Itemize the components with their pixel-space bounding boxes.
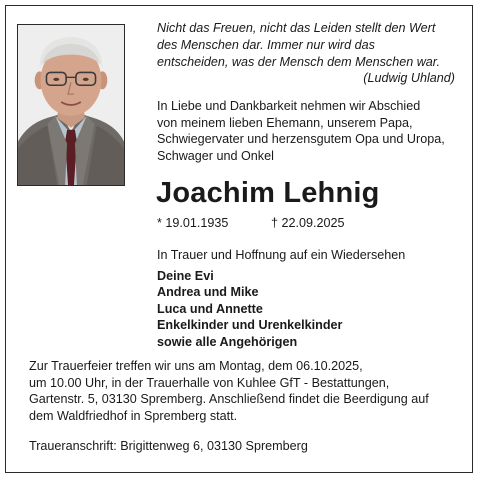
bereaved-family-list xyxy=(157,268,342,350)
family-member: Enkelkinder und Urenkelkinder xyxy=(157,318,343,333)
memorial-quote xyxy=(157,20,457,87)
farewell-text xyxy=(157,98,462,164)
quote-line: des Menschen dar. Immer nur wird das xyxy=(157,37,375,52)
farewell-line: In Liebe und Dankbarkeit nehmen wir Abschied xyxy=(157,99,421,113)
portrait-photo xyxy=(17,24,125,186)
quote-line: entscheiden, was der Mensch dem Menschen war. xyxy=(157,54,441,69)
quote-line: Nicht das Freuen, nicht das Leiden stellt den Wert xyxy=(157,21,436,35)
mourning-line: In Trauer und Hoffnung auf ein Wiedersehen xyxy=(157,248,406,262)
death-date: † 22.09.2025 xyxy=(271,216,345,230)
funeral-details xyxy=(29,358,469,424)
funeral-line: dem Waldfriedhof in Spremberg statt. xyxy=(29,408,238,423)
farewell-line: Schwager und Onkel xyxy=(157,148,274,163)
funeral-line: um 10.00 Uhr, in der Trauerhalle von Kuhlee GfT - Bestattungen, xyxy=(29,375,390,390)
family-member: Deine Evi xyxy=(157,269,214,283)
funeral-line: Zur Trauerfeier treffen wir uns am Montag, dem 06.10.2025, xyxy=(29,359,363,373)
mourning-address: Traueranschrift: Brigittenweg 6, 03130 Spremberg xyxy=(29,439,308,453)
family-member: Luca und Annette xyxy=(157,301,263,316)
birth-date: * 19.01.1935 xyxy=(157,216,229,230)
quote-author: (Ludwig Uhland) xyxy=(363,71,455,86)
deceased-name: Joachim Lehnig xyxy=(156,177,380,209)
funeral-line: Gartenstr. 5, 03130 Spremberg. Anschließend findet die Beerdigung auf xyxy=(29,392,429,407)
farewell-line: von meinem lieben Ehemann, unserem Papa, xyxy=(157,115,413,130)
family-member: Andrea und Mike xyxy=(157,285,259,300)
life-dates xyxy=(157,216,345,230)
farewell-line: Schwiegervater und herzensgutem Opa und Uropa, xyxy=(157,132,445,147)
family-member: sowie alle Angehörigen xyxy=(157,334,298,349)
